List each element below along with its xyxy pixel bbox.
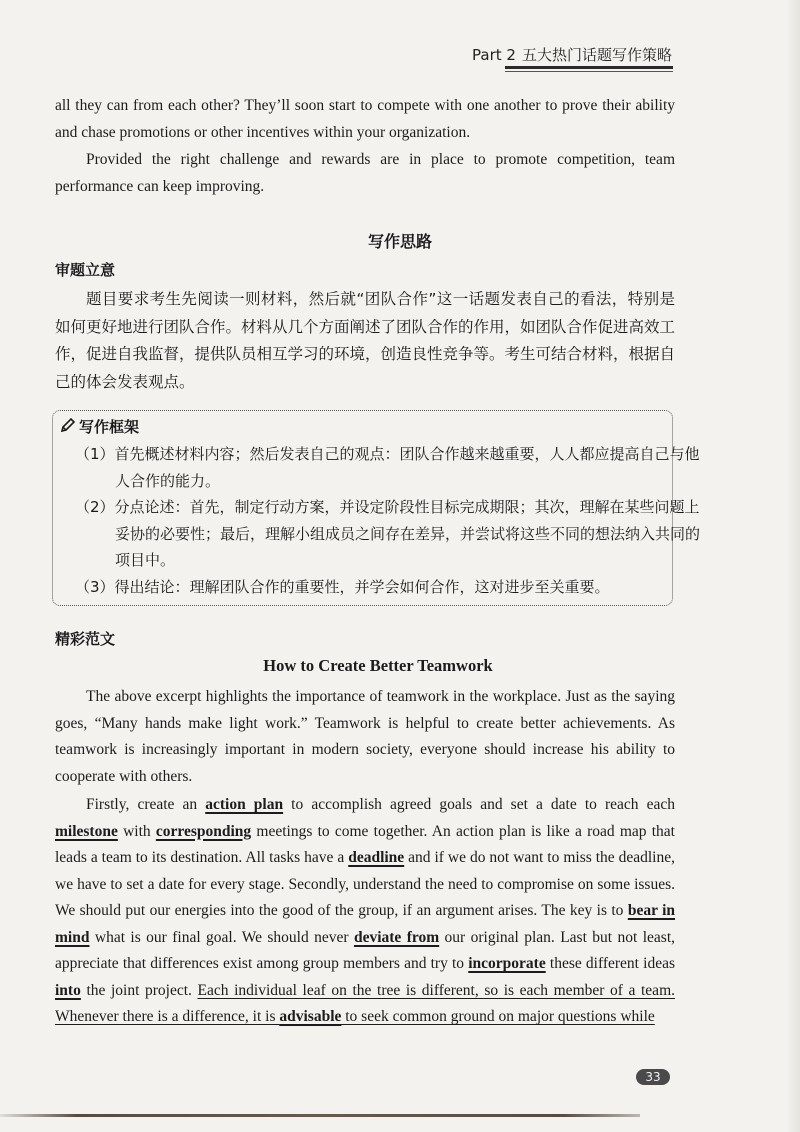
running-head-part: Part 2: [472, 46, 516, 64]
framework-heading: [60, 416, 139, 437]
text-run: the joint project.: [80, 981, 198, 999]
intro-paragraph-1: all they can from each other? They’ll soon start to compete with one another to prove their ability and chase promotions or other incentives within your organization.: [55, 97, 675, 141]
running-head: [472, 44, 672, 65]
framework-item-3: （3）得出结论：理解团队合作的重要性，并学会如何合作，这对进步至关重要。: [75, 578, 610, 596]
header-rule-thin: [505, 71, 673, 72]
page-edge-shadow: [786, 0, 800, 1132]
page-number: 33: [636, 1069, 670, 1085]
text-run: and if we do not want to miss the deadline, we have to set a date for every stage. Secondly, understand the need to compromise on some issues. We should put our energies into the good of the group, if an argument arises. The key is to: [55, 849, 675, 919]
sample-title: How to Create Better Teamwork: [263, 656, 493, 675]
intro-paragraph-2: Provided the right challenge and rewards are in place to promote competition, team performance can keep improving.: [55, 151, 675, 195]
text-run: with: [117, 822, 156, 840]
sample-heading: 精彩范文: [55, 630, 116, 648]
keyword-incorporate: incorporate: [468, 955, 546, 972]
framework-item-1: （1）首先概述材料内容；然后发表自己的观点：团队合作越来越重要，人人都应提高自己与他人合作的能力。: [75, 445, 700, 490]
text-run: meetings to come together. An action plan is like a road map that leads a team to its destination. All tasks have a: [55, 822, 675, 866]
analysis-paragraph: 题目要求考生先阅读一则材料，然后就“团队合作”这一话题发表自己的看法，特别是如何更好地进行团队合作。材料从几个方面阐述了团队合作的作用，如团队合作促进高效工作，促进自我监督，提供队员相互学习的环境，创造良性竞争等。考生可结合材料，根据自己的体会发表观点。: [55, 290, 676, 391]
analysis-heading: 审题立意: [55, 261, 116, 279]
text-run: to seek common ground on major questions while: [341, 1008, 655, 1025]
keyword-milestone: milestone: [55, 822, 118, 840]
keyword-into: into: [55, 981, 81, 999]
writing-ideas-title: 写作思路: [367, 232, 432, 251]
keyword-deadline: deadline: [348, 849, 405, 866]
keyword-bear-in-mind: bear in mind: [55, 902, 675, 946]
text-run: what is our final goal. We should never: [89, 928, 354, 946]
keyword-advisable: advisable: [279, 1008, 342, 1025]
pencil-icon: [60, 417, 76, 437]
framework-heading-label: 写作框架: [79, 418, 140, 436]
running-head-section: 五大热门话题写作策略: [521, 46, 672, 64]
sample-paragraph-2: [55, 792, 675, 1031]
keyword-deviate-from: deviate from: [353, 928, 440, 946]
keyword-action-plan: action plan: [205, 796, 284, 813]
bottom-rule: [0, 1114, 640, 1117]
text-run: our original plan. Last but not least, appreciate that differences exist among group members and try to: [55, 928, 676, 972]
text-run: Each individual leaf on the tree is different, so is each member of a team. Whenever there is a difference, it is: [55, 981, 675, 1025]
text-run: Firstly, create an: [86, 796, 206, 813]
text-run: these different ideas: [545, 955, 675, 972]
framework-item-2: （2）分点论述：首先，制定行动方案，并设定阶段性目标完成期限；其次，理解在某些问题上妥协的必要性；最后，理解小组成员之间存在差异，并尝试将这些不同的想法纳入共同的项目中。: [75, 498, 701, 569]
header-rule: [505, 66, 673, 69]
sample-paragraph-1: The above excerpt highlights the importance of teamwork in the workplace. Just as the saying goes, “Many hands make light work.” Teamwork is helpful to create better achievements. As teamwork is increasingly important in modern society, everyone should increase his ability to cooperate with others.: [55, 688, 675, 785]
text-run: to accomplish agreed goals and set a date to reach each: [283, 796, 675, 813]
keyword-corresponding: corresponding: [155, 822, 252, 840]
